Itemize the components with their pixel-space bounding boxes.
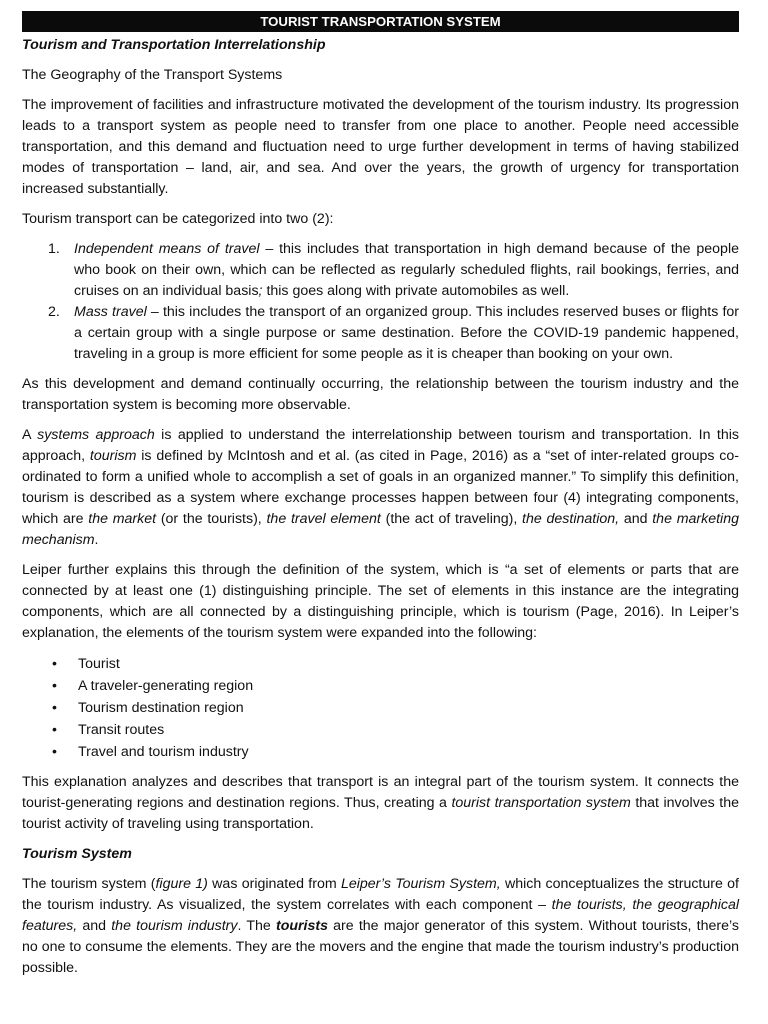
list-text-2: this goes along with private automobiles as well. — [262, 283, 570, 299]
emphasis: the market — [88, 511, 157, 527]
list-term: Independent means of travel — [74, 241, 260, 257]
list-item — [22, 302, 739, 365]
emphasis: Leiper’s Tourism System, — [340, 876, 501, 892]
paragraph-leiper: Leiper further explains this through the definition of the system, which is “a set of elements or parts that are connected by at least one (1) distinguishing principle. The set of elements in this instance are the integrating components, which are all connected by a distinguishing principle, which is tourism (Page, 2016). In Leiper’s explanation, the elements of the tourism system were expanded into the following: — [22, 562, 739, 641]
emphasis: the tourists, the geographical features, — [22, 897, 739, 934]
transport-categories-list — [22, 239, 739, 365]
text-run: The tourism system ( — [22, 876, 156, 892]
emphasis: figure 1) — [155, 876, 208, 892]
text-run: was originated from — [207, 876, 341, 892]
text-run: that involves the tourist activity of traveling using transportation. — [22, 795, 740, 832]
text-run: A — [22, 427, 38, 443]
text-run: is defined by McIntosh and et al. (as cited in Page, 2016) as a “set of inter-related groups co-ordinated to form a unified whole to accomplish a set of goals in an organized manner.” To simplify this definition, tourism is described as a system where exchange processes happen between four (4) integrating components, which are — [22, 448, 739, 527]
section-heading: Tourism and Transportation Interrelationship — [22, 37, 326, 53]
text-run: and — [77, 918, 112, 934]
paragraph-systems-approach — [22, 425, 739, 551]
emphasis: the destination, — [522, 511, 620, 527]
paragraph-relationship: As this development and demand continually occurring, the relationship between the tourism industry and the transportation system is becoming more observable. — [22, 376, 739, 413]
text-run: and — [619, 511, 653, 527]
list-item: • Tourism destination region — [22, 697, 739, 719]
emphasis: the travel element — [266, 511, 381, 527]
emphasis: systems approach — [37, 427, 155, 443]
emphasis: tourist transportation system — [451, 795, 631, 811]
list-number: 2. — [48, 304, 60, 320]
list-term: Mass travel — [74, 304, 147, 320]
text-run: . The — [237, 918, 276, 934]
tourism-elements-list — [22, 653, 739, 763]
list-item: • Travel and tourism industry — [22, 741, 739, 763]
paragraph-intro: The improvement of facilities and infrastructure motivated the development of the tourism industry. Its progression leads to a transport system as people need to transfer from one place to another. People need accessible transportation, and this demand and fluctuation need to urge further development in terms of having stabilized modes of transportation – land, air, and sea. And over the years, the growth of urgency for transportation increased substantially. — [22, 97, 739, 197]
document-title: TOURIST TRANSPORTATION SYSTEM — [22, 11, 739, 32]
list-number: 1. — [48, 241, 60, 257]
section-heading-2: Tourism System — [22, 846, 132, 862]
text-run: This explanation analyzes and describes that transport is an integral part of the tourism system. It connects the tourist-generating regions and destination regions. Thus, creating a — [22, 774, 739, 811]
document-page — [22, 11, 739, 979]
text-run: which conceptualizes the structure of the tourism industry. As visualized, the system correlates with each component – — [22, 876, 740, 913]
strong-emphasis: tourists — [275, 918, 328, 934]
list-item: • Transit routes — [22, 719, 739, 741]
emphasis: the marketing mechanism — [22, 511, 739, 548]
paragraph-tourism-system — [22, 874, 739, 979]
list-item — [22, 239, 739, 302]
list-punct: ; — [258, 283, 263, 299]
paragraph-explanation — [22, 772, 739, 835]
emphasis: the tourism industry — [111, 918, 238, 934]
emphasis: tourism — [89, 448, 137, 464]
text-run: is applied to understand the interrelationship between tourism and transportation. In this approach, — [22, 427, 739, 464]
subheading: The Geography of the Transport Systems — [22, 67, 283, 83]
text-run: are the major generator of this system. Without tourists, there’s no one to consume the elements. They are the movers and the engine that made the tourism industry’s production possible. — [22, 918, 739, 976]
paragraph-categories: Tourism transport can be categorized into two (2): — [22, 211, 334, 227]
list-item: • Tourist — [22, 653, 739, 675]
list-text: – this includes that transportation in high demand because of the people who book on their own, which can be reflected as regularly scheduled flights, rail bookings, ferries, and cruises on an individual basis — [74, 241, 739, 299]
text-run: (the act of traveling), — [380, 511, 523, 527]
list-item: • A traveler-generating region — [22, 675, 739, 697]
text-run: . — [94, 532, 99, 548]
list-text: – this includes the transport of an organized group. This includes reserved buses or flights for a certain group with a single purpose or same destination. Before the COVID-19 pandemic happened, traveling in a group is more efficient for some people as it is cheaper than booking on your own. — [74, 304, 740, 362]
text-run: (or the tourists), — [156, 511, 267, 527]
